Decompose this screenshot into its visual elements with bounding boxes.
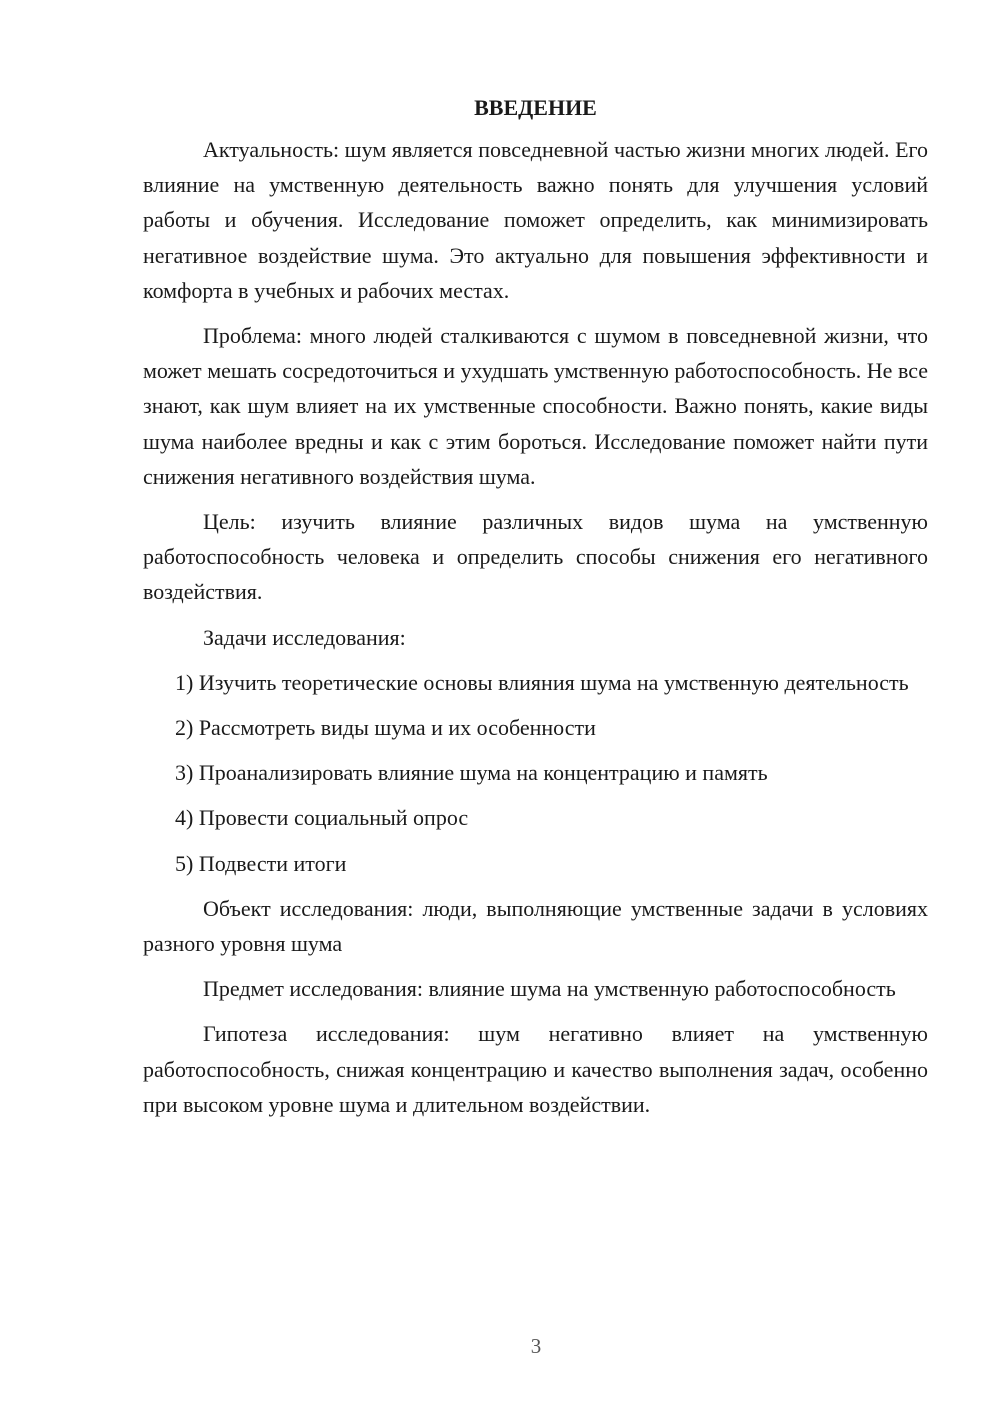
task-item-2: 2) Рассмотреть виды шума и их особенности	[175, 715, 596, 741]
paragraph-hypothesis: Гипотеза исследования: шум негативно влияет на умственную работоспособность, снижая концентрацию и качество выполнения задач, особенно при высоком уровне шума и длительном воздействии.	[143, 1021, 928, 1117]
paragraph-problem: Проблема: много людей сталкиваются с шумом в повседневной жизни, что может мешать сосредоточиться и ухудшать умственную работоспособность. Не все знают, как шум влияет на их умственные способности. Важно понять, какие виды шума наиболее вредны и как с этим бороться. Исследование поможет найти пути снижения негативного воздействия шума.	[143, 323, 928, 489]
page-number: 3	[530, 1334, 542, 1358]
task-item-5: 5) Подвести итоги	[175, 850, 347, 876]
task-item-4: 4) Провести социальный опрос	[175, 805, 469, 831]
paragraph-goal: Цель: изучить влияние различных видов шума на умственную работоспособность человека и определить способы снижения его негативного воздействия.	[143, 509, 928, 605]
page-content	[143, 90, 928, 1132]
paragraph-relevance: Актуальность: шум является повседневной частью жизни многих людей. Его влияние на умственную деятельность важно понять для улучшения условий работы и обучения. Исследование поможет определить, как минимизировать негативное воздействие шума. Это актуально для повышения эффективности и комфорта в учебных и рабочих местах.	[143, 137, 928, 303]
task-item-3: 3) Проанализировать влияние шума на концентрацию и память	[175, 760, 768, 786]
page-title: ВВЕДЕНИЕ	[474, 95, 597, 120]
paragraph-object: Объект исследования: люди, выполняющие умственные задачи в условиях разного уровня шума	[143, 895, 928, 957]
task-item-1: 1) Изучить теоретические основы влияния шума на умственную деятельность	[175, 669, 909, 695]
tasks-heading: Задачи исследования:	[203, 624, 406, 650]
paragraph-subject: Предмет исследования: влияние шума на умственную работоспособность	[203, 976, 896, 1002]
